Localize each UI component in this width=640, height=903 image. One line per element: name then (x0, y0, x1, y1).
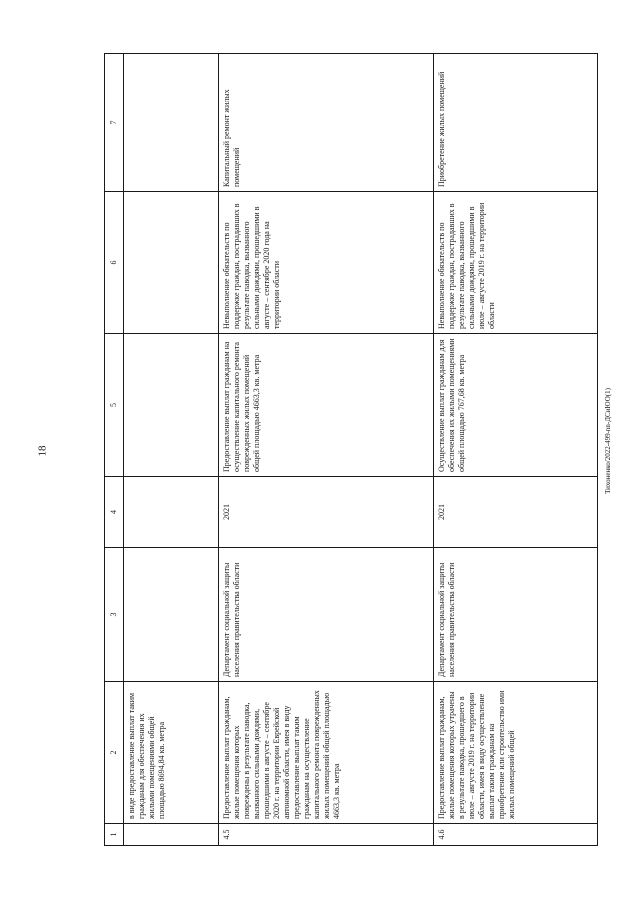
header-cell-1: 1 (105, 824, 124, 846)
header-row (105, 54, 124, 846)
header-cell-6: 6 (105, 192, 124, 334)
header-cell-4: 4 (105, 477, 124, 548)
expected-result (124, 334, 219, 477)
row-number (124, 824, 219, 846)
non-implementation-consequences (124, 192, 219, 334)
row-number: 4.5 (219, 824, 434, 846)
expected-result: Предоставление выплат гражданам на осуществление капитального ремонта поврежденных жилых помещений общей площадью 4663,3 кв. метра (219, 334, 434, 477)
main-directions: Капитальный ремонт жилых помещений (219, 54, 434, 192)
measure-name: Предоставление выплат гражданам, жилые помещения которых утрачены в результате паводка, прошедшего в июле – августе 2019 г. на территории области, имея в виду осуществление выплат таким гражданам на приобретение или строительство ими жилых помещений общей (434, 682, 598, 824)
measure-name: Предоставление выплат гражданам, жилые помещения которых повреждены в результате паводка, вызванного сильными дождями, прошедшими в августе – сентябре 2020 г. на территории Еврейской автономной области, имея в виду предоставление выплат таким гражданам на осуществление капитального ремонта поврежденных жилых помещений общей площадью 4663,3 кв. метра (219, 682, 434, 824)
header-cell-7: 7 (105, 54, 124, 192)
main-directions: Приобретение жилых помещений (434, 54, 598, 192)
implementation-year (124, 477, 219, 548)
measures-table (104, 53, 598, 846)
measure-name: в виде предоставление выплат таким гражданам для обеспечения их жилыми помещениями общей площадью 8694,84 кв. метра (124, 682, 219, 824)
implementation-year: 2021 (434, 477, 598, 548)
expected-result: Осуществление выплат гражданам для обеспечения их жилыми помещениями общей площадью 767,68 кв. метра (434, 334, 598, 477)
header-cell-3: 3 (105, 548, 124, 682)
table-row (434, 54, 598, 846)
rotated-table-container (104, 54, 596, 846)
footer-document-code: Тихоненко/2022-499-nn-ДСиЮО(1) (604, 388, 612, 494)
responsible-executor: Департамент социальной защиты населения правительства области (434, 548, 598, 682)
table-row (124, 54, 219, 846)
page-number: 18 (36, 445, 49, 457)
table-row (219, 54, 434, 846)
implementation-year: 2021 (219, 477, 434, 548)
header-cell-5: 5 (105, 334, 124, 477)
responsible-executor (124, 548, 219, 682)
non-implementation-consequences: Невыполнение обязательств по поддержке граждан, пострадавших в результате паводка, вызванного сильными дождями, прошедшими в августе – сентябре 2020 года на территории области (219, 192, 434, 334)
row-number: 4.6 (434, 824, 598, 846)
responsible-executor: Департамент социальной защиты населения правительства области (219, 548, 434, 682)
header-cell-2: 2 (105, 682, 124, 824)
non-implementation-consequences: Невыполнение обязательств по поддержке граждан, пострадавших в результате паводка, вызванного сильными дождями, прошедшими в июле – августе 2019 г. на территории области (434, 192, 598, 334)
main-directions (124, 54, 219, 192)
